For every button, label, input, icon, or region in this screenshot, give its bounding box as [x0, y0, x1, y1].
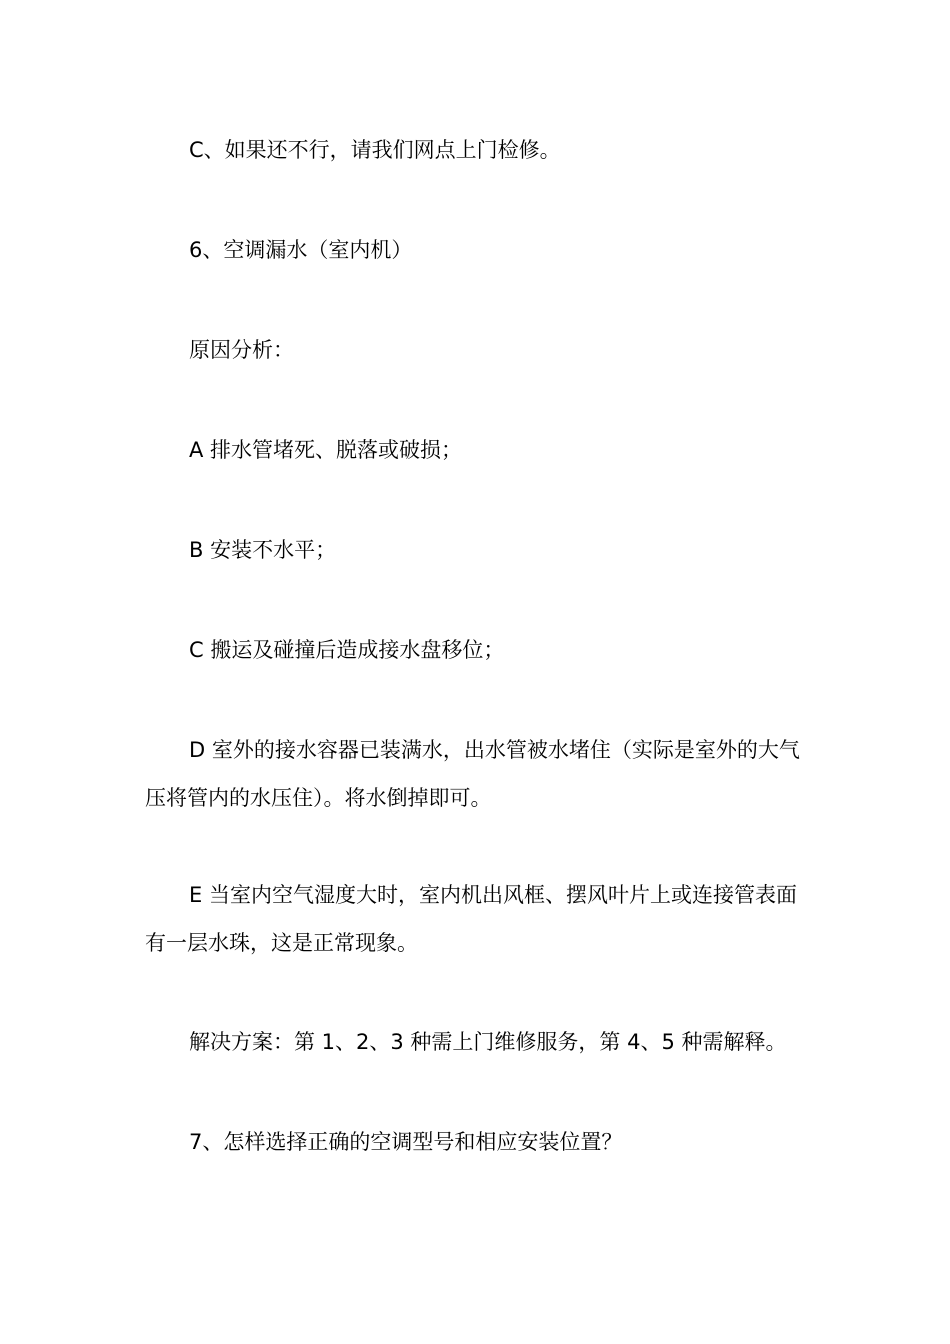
paragraph-cause-a: A 排水管堵死、脱落或破损； [189, 438, 463, 462]
heading-ac-leak: 6、空调漏水（室内机） [189, 238, 413, 262]
paragraph-c-contact-service: C、如果还不行，请我们网点上门检修。 [189, 138, 561, 162]
paragraph-cause-c: C 搬运及碰撞后造成接水盘移位； [189, 638, 505, 662]
paragraph-cause-d: D 室外的接水容器已装满水，出水管被水堵住（实际是室外的大气压将管内的水压住）。将水倒掉即可。 [145, 738, 800, 810]
heading-select-model: 7、怎样选择正确的空调型号和相应安装位置？ [189, 1130, 623, 1154]
paragraph-cause-analysis: 原因分析： [189, 338, 294, 362]
paragraph-cause-b: B 安装不水平； [189, 538, 337, 562]
paragraph-solution: 解决方案：第 1、2、3 种需上门维修服务，第 4、5 种需解释。 [189, 1030, 787, 1054]
paragraph-cause-e: E 当室内空气湿度大时，室内机出风框、摆风叶片上或连接管表面有一层水珠，这是正常现象。 [145, 883, 797, 955]
